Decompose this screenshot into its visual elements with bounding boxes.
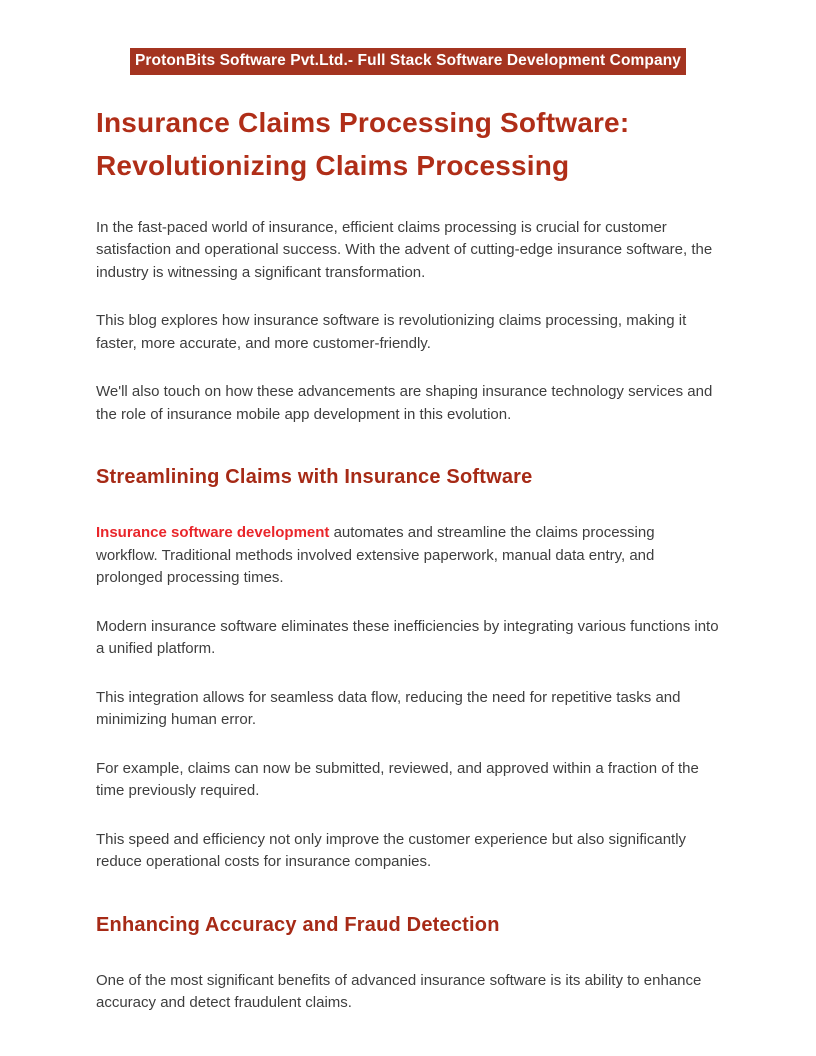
article-title: Insurance Claims Processing Software: Revolutionizing Claims Processing (96, 106, 630, 181)
section1-paragraph-4: This speed and efficiency not only improve the customer experience but also significantly reduce operational costs for insurance companies. (96, 830, 687, 871)
section-heading-enhancing-accuracy: Enhancing Accuracy and Fraud Detection (96, 913, 500, 936)
company-banner: ProtonBits Software Pvt.Ltd.- Full Stack Software Development Company (130, 48, 686, 75)
section1-paragraph-3: For example, claims can now be submitted, reviewed, and approved within a fraction of the time previously required. (96, 759, 699, 800)
intro-paragraph-2: This blog explores how insurance software is revolutionizing claims processing, making it faster, more accurate, and more customer-friendly. (96, 312, 687, 352)
section-heading-streamlining-claims: Streamlining Claims with Insurance Software (96, 466, 533, 489)
insurance-software-development-link[interactable]: Insurance software development (96, 524, 330, 542)
section1-lead-rest: automates and streamline the claims processing workflow. Traditional methods involved extensive paperwork, manual data entry, and prolonged processing times. (96, 524, 655, 587)
intro-paragraph-3: We'll also touch on how these advancements are shaping insurance technology services and the role of insurance mobile app development in this evolution. (96, 383, 713, 423)
section1-paragraph-1: Modern insurance software eliminates these inefficiencies by integrating various functions into a unified platform. (96, 617, 719, 658)
section2-paragraph-1: One of the most significant benefits of advanced insurance software is its ability to enhance accuracy and detect fraudulent claims. (96, 971, 702, 1012)
header-banner-row (96, 48, 720, 75)
section1-paragraph-2: This integration allows for seamless data flow, reducing the need for repetitive tasks and minimizing human error. (96, 688, 681, 729)
section1-lead-paragraph (96, 522, 720, 590)
intro-paragraph-1: In the fast-paced world of insurance, efficient claims processing is crucial for customer satisfaction and operational success. With the advent of cutting-edge insurance software, the industry is witnessing a significant transformation. (96, 218, 713, 281)
